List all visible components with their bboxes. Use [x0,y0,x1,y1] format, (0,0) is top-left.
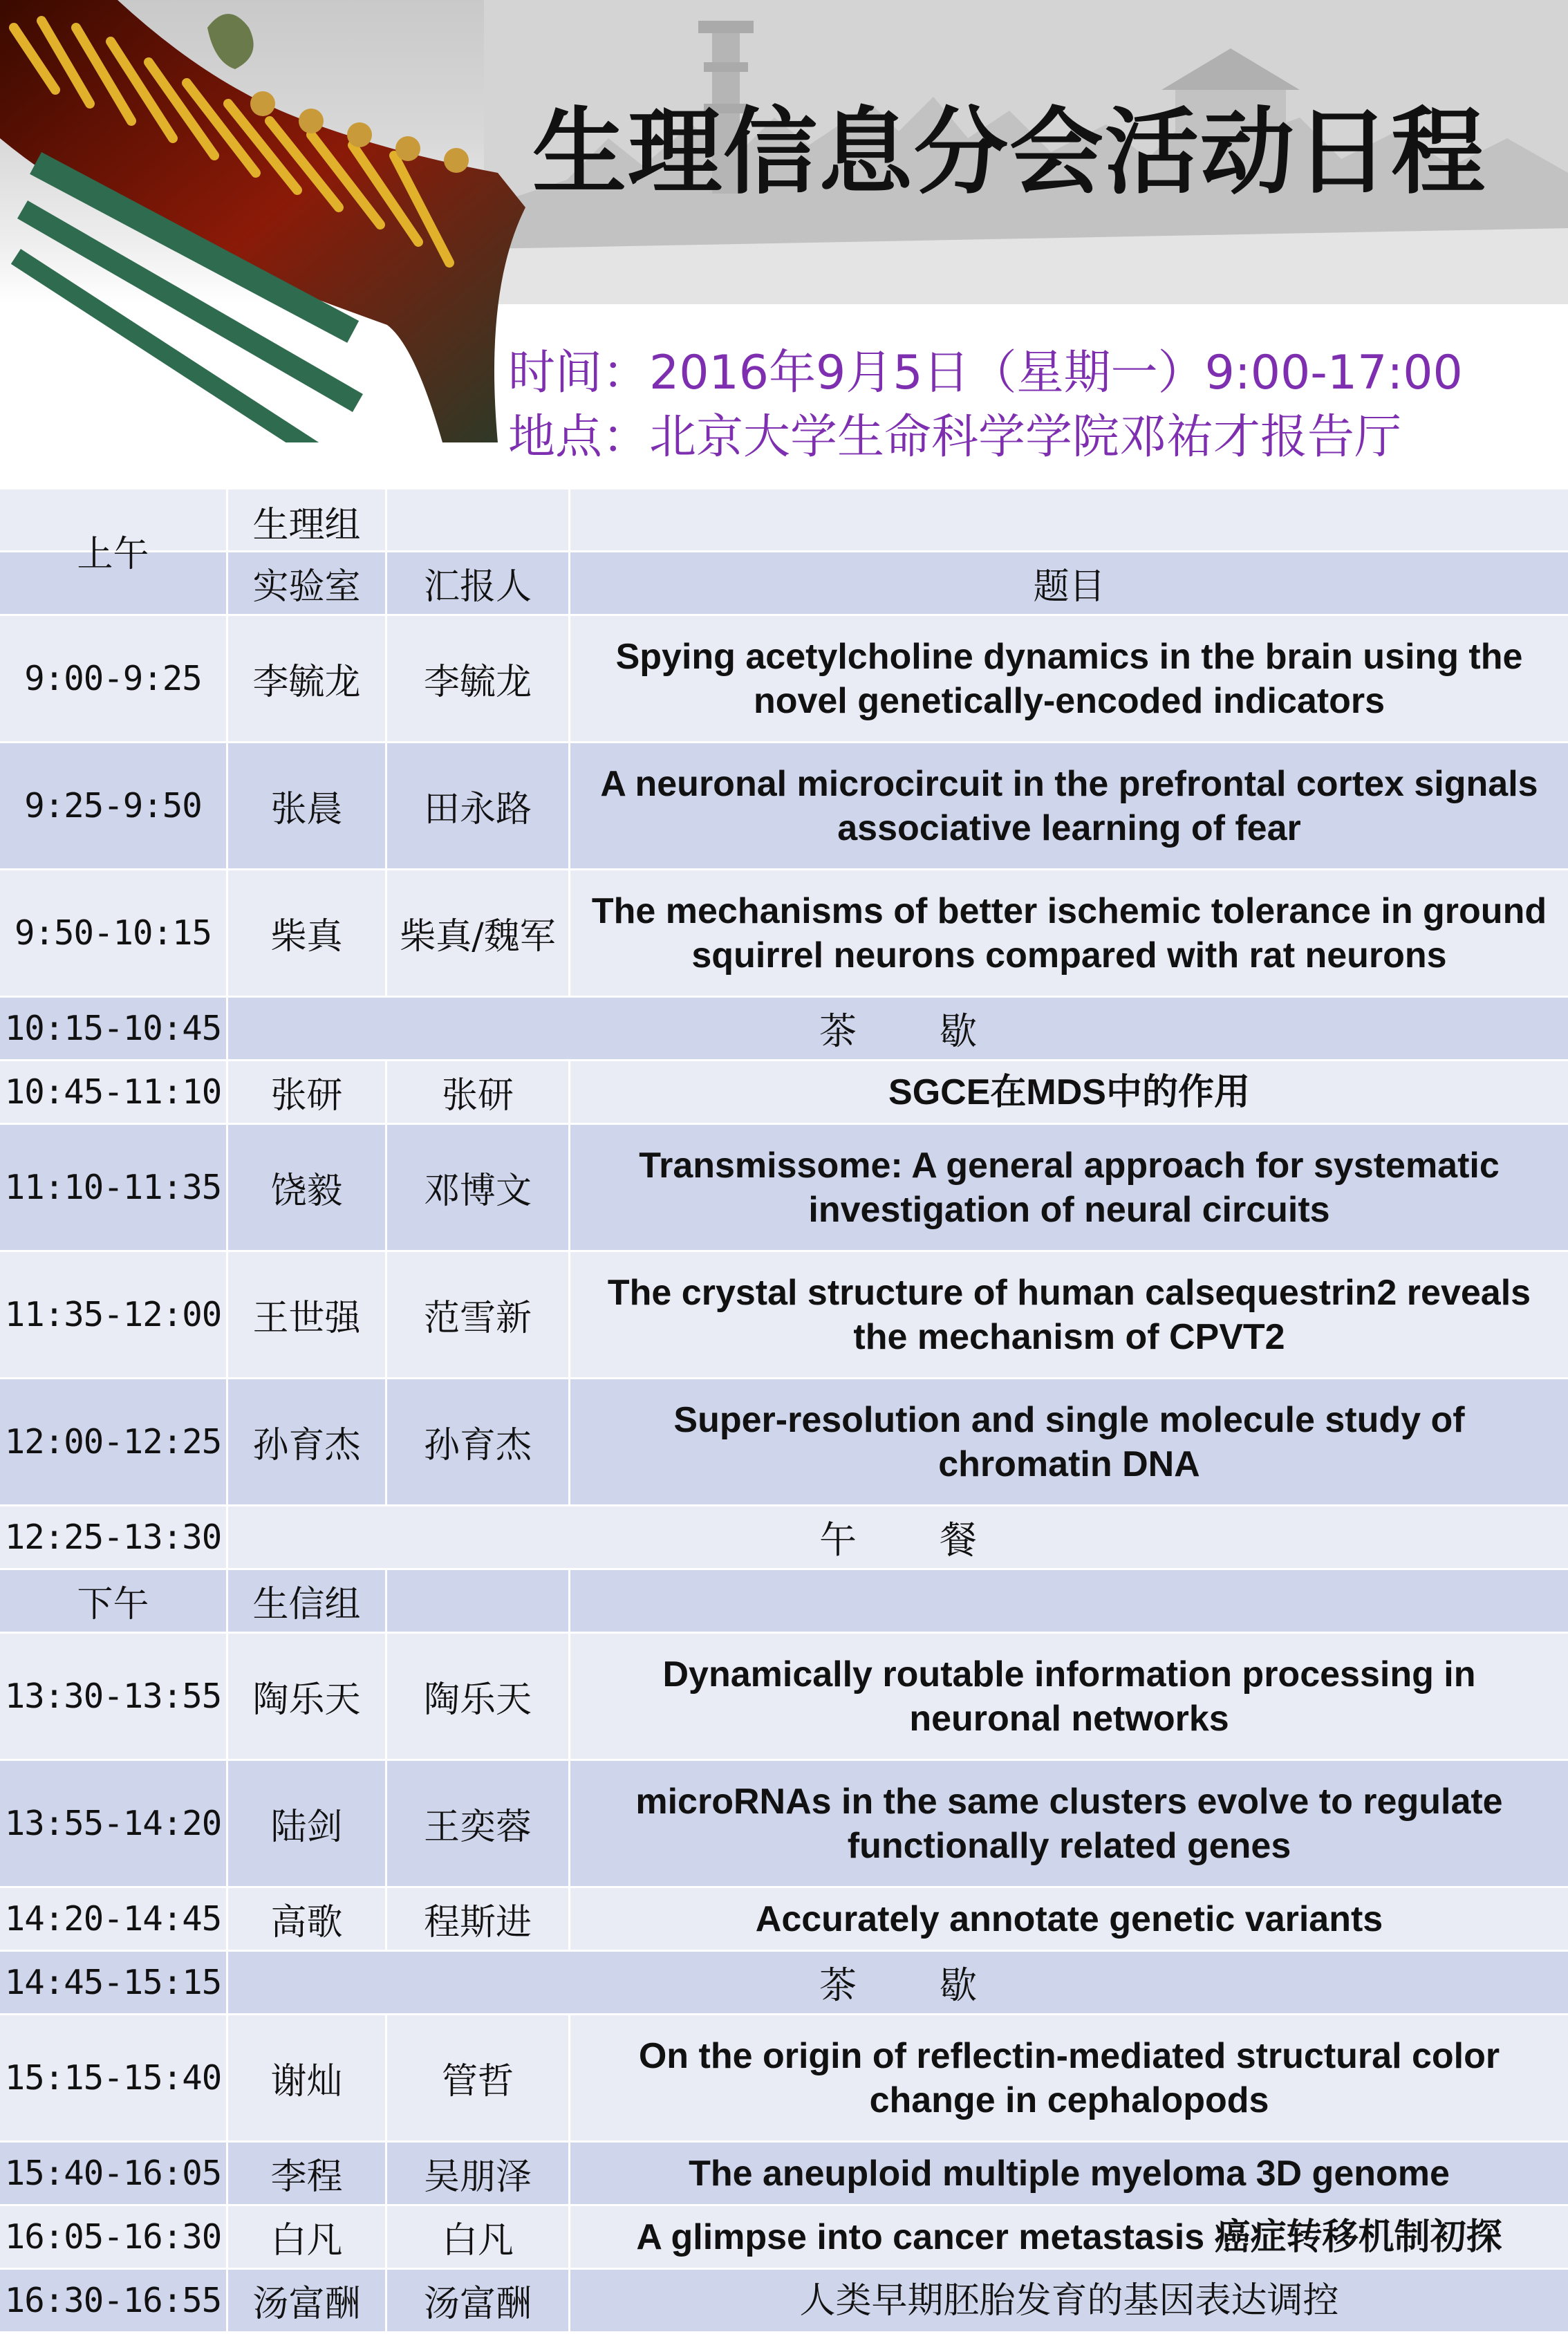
tea-break-label: 茶歇 [819,1963,1060,2007]
table-row [0,1886,1568,1950]
reporter-cell: 管哲 [387,2015,570,2140]
table-row [0,1059,1568,1123]
reporter-cell: 王奕蓉 [387,1761,570,1886]
time-cell: 14:20-14:45 [0,1888,228,1950]
lab-cell: 陆剑 [228,1761,387,1886]
topic-cell: A glimpse into cancer metastasis 癌症转移机制初探 [636,2216,1502,2257]
lab-cell: 张晨 [228,743,387,868]
lab-label-cell [228,552,387,614]
lab-cell: 张研 [228,1061,387,1123]
table-header-row-1 [0,487,1568,550]
table-row [0,1123,1568,1250]
header [0,0,1568,484]
topic-cell: The aneuploid multiple myeloma 3D genome [689,2153,1450,2194]
time-cell: 9:50-10:15 [0,870,228,996]
reporter-label-cell [387,552,570,614]
lab-cell: 王世强 [228,1252,387,1377]
topic-label-cell [570,552,1568,614]
reporter-cell: 柴真/魏军 [387,870,570,996]
table-header-row-2 [0,534,1568,614]
lab-cell: 李程 [228,2143,387,2204]
lunch-label: 午餐 [819,1518,1060,1562]
lab-cell: 李毓龙 [228,616,387,741]
time-cell: 13:55-14:20 [0,1761,228,1886]
lab-cell: 饶毅 [228,1125,387,1250]
header-group-cell [228,489,387,550]
time-cell: 9:00-9:25 [0,616,228,741]
header-blank-cell [387,1570,570,1632]
reporter-cell: 汤富酬 [387,2270,570,2331]
topic-cell: Spying acetylcholine dynamics in the brain using the novel genetically-encoded indicators [615,636,1523,721]
time-cell: 16:30-16:55 [0,2270,228,2331]
lunch-row [0,1504,1568,1568]
lab-cell: 陶乐天 [228,1634,387,1759]
tea-break-label: 茶歇 [819,1009,1060,1053]
topic-cell: The mechanisms of better ischemic tolerance in ground squirrel neurons compared with rat neurons [591,890,1547,976]
table-row [0,2204,1568,2268]
reporter-cell: 白凡 [387,2206,570,2268]
table-row [0,2140,1568,2204]
afternoon-label: 下午 [77,1584,149,1625]
reporter-cell: 李毓龙 [387,616,570,741]
reporter-label: 汇报人 [423,566,532,608]
schedule-table [0,487,1568,2331]
reporter-cell: 吴朋泽 [387,2143,570,2204]
table-row [0,2268,1568,2331]
lab-label: 实验室 [252,566,361,608]
topic-cell: The crystal structure of human calsequestrin2 reveals the mechanism of CPVT2 [607,1272,1531,1357]
table-row [0,1377,1568,1504]
topic-label: 题目 [1033,566,1105,608]
header-group-label: 生理组 [252,505,361,546]
lab-cell: 高歌 [228,1888,387,1950]
time-cell: 11:35-12:00 [0,1252,228,1377]
topic-cell: Transmissome: A general approach for systematic investigation of neural circuits [639,1145,1500,1230]
time-cell: 11:10-11:35 [0,1125,228,1250]
topic-cell: microRNAs in the same clusters evolve to regulate functionally related genes [635,1781,1503,1866]
reporter-cell: 张研 [387,1061,570,1123]
lab-cell: 汤富酬 [228,2270,387,2331]
time-cell: 13:30-13:55 [0,1634,228,1759]
table-row [0,2013,1568,2140]
topic-cell: Accurately annotate genetic variants [755,1898,1383,1939]
time-cell: 10:45-11:10 [0,1061,228,1123]
lab-cell: 孙育杰 [228,1379,387,1504]
afternoon-group-cell [228,1570,387,1632]
afternoon-label-cell [0,1570,228,1632]
reporter-cell: 孙育杰 [387,1379,570,1504]
table-row [0,741,1568,868]
palace-eaves-image [0,0,539,442]
tea-break-row [0,996,1568,1059]
time-cell: 16:05-16:30 [0,2206,228,2268]
table-row [0,868,1568,996]
reporter-cell: 程斯进 [387,1888,570,1950]
reporter-cell: 邓博文 [387,1125,570,1250]
topic-cell: Super-resolution and single molecule study of chromatin DNA [673,1399,1465,1484]
table-row [0,1250,1568,1377]
time-cell: 9:25-9:50 [0,743,228,868]
morning-label: 上午 [77,534,149,575]
morning-label-cell [0,487,228,614]
lab-cell: 白凡 [228,2206,387,2268]
reporter-cell: 陶乐天 [387,1634,570,1759]
lab-cell: 柴真 [228,870,387,996]
event-location: 地点：北京大学生命科学学院邓祐才报告厅 [508,410,1402,465]
time-cell: 12:25-13:30 [0,1506,228,1568]
reporter-cell: 范雪新 [387,1252,570,1377]
topic-cell: Dynamically routable information processing in neuronal networks [662,1654,1476,1739]
time-cell: 12:00-12:25 [0,1379,228,1504]
topic-cell: SGCE在MDS中的作用 [888,1072,1250,1112]
afternoon-group-label: 生信组 [252,1584,361,1625]
table-row [0,1759,1568,1886]
table-row [0,614,1568,741]
event-time: 时间：2016年9月5日（星期一）9:00-17:00 [508,346,1463,400]
header-blank-cell [570,1570,1568,1632]
topic-cell: A neuronal microcircuit in the prefrontal cortex signals associative learning of fear [600,763,1538,848]
time-cell: 15:15-15:40 [0,2015,228,2140]
tea-break-row [0,1950,1568,2013]
lab-cell: 谢灿 [228,2015,387,2140]
reporter-cell: 田永路 [387,743,570,868]
time-cell: 14:45-15:15 [0,1952,228,2013]
time-cell: 15:40-16:05 [0,2143,228,2204]
header-blank-cell [570,489,1568,550]
topic-cell: 人类早期胚胎发育的基因表达调控 [799,2279,1339,2322]
afternoon-header-row [0,1568,1568,1632]
header-blank-cell [387,489,570,550]
topic-cell: On the origin of reflectin-mediated structural color change in cephalopods [638,2035,1500,2120]
time-cell: 10:15-10:45 [0,998,228,1059]
page-title: 生理信息分会活动日程 [532,98,1486,207]
table-row [0,1632,1568,1759]
